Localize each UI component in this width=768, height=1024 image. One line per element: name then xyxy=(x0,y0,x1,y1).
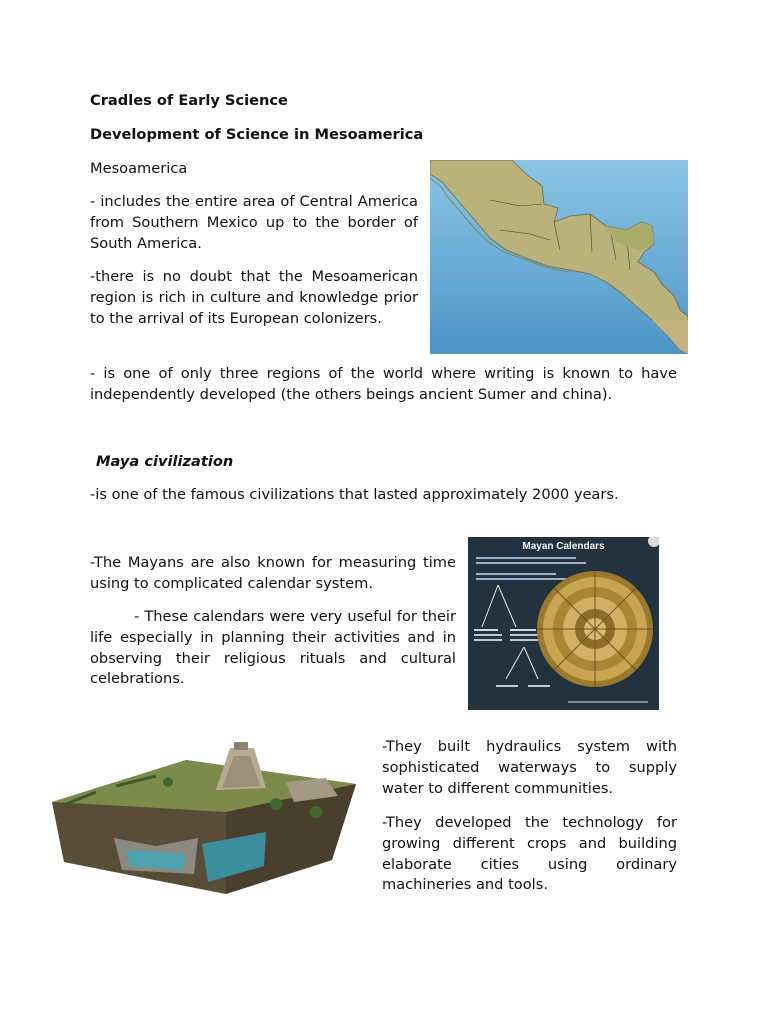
maya-civilization-heading: Maya civilization xyxy=(96,453,234,470)
maya-paragraph-3: - These calendars were very useful for their life especially in planning their activities and in observing their religious rituals and cultural celebrations. xyxy=(90,608,456,688)
calendar-graphic xyxy=(468,537,659,710)
maya-city-cutaway-image xyxy=(26,742,362,898)
mesoamerica-paragraph-1: - includes the entire area of Central America from Southern Mexico up to the border of South America. xyxy=(90,193,418,252)
maya-paragraph-5: -They developed the technology for growing different crops and building elaborate cities using ordinary machineries and tools. xyxy=(382,814,677,894)
document-title: Cradles of Early Science xyxy=(90,92,288,109)
maya-paragraph-1: -is one of the famous civilizations that lasted approximately 2000 years. xyxy=(90,486,619,503)
maya-paragraph-2: -The Mayans are also known for measuring time using to complicated calendar system. xyxy=(90,554,456,592)
mesoamerica-map-graphic xyxy=(430,160,688,354)
mesoamerica-paragraph-3: - is one of only three regions of the world where writing is known to have independently developed (the others beings ancient Sumer and china). xyxy=(90,365,677,403)
maya-paragraph-4: -They built hydraulics system with sophisticated waterways to supply water to different communities. xyxy=(382,738,677,797)
mayan-calendars-image xyxy=(468,537,659,710)
mesoamerica-label: Mesoamerica xyxy=(90,160,188,177)
mesoamerica-map-image xyxy=(430,160,688,354)
calendar-image-title: Mayan Calendars xyxy=(522,541,605,552)
mesoamerica-paragraph-2: -there is no doubt that the Mesoamerican region is rich in culture and knowledge prior to the arrival of its European colonizers. xyxy=(90,268,418,327)
section-heading: Development of Science in Mesoamerica xyxy=(90,126,424,143)
city-cutaway-graphic xyxy=(26,742,362,898)
